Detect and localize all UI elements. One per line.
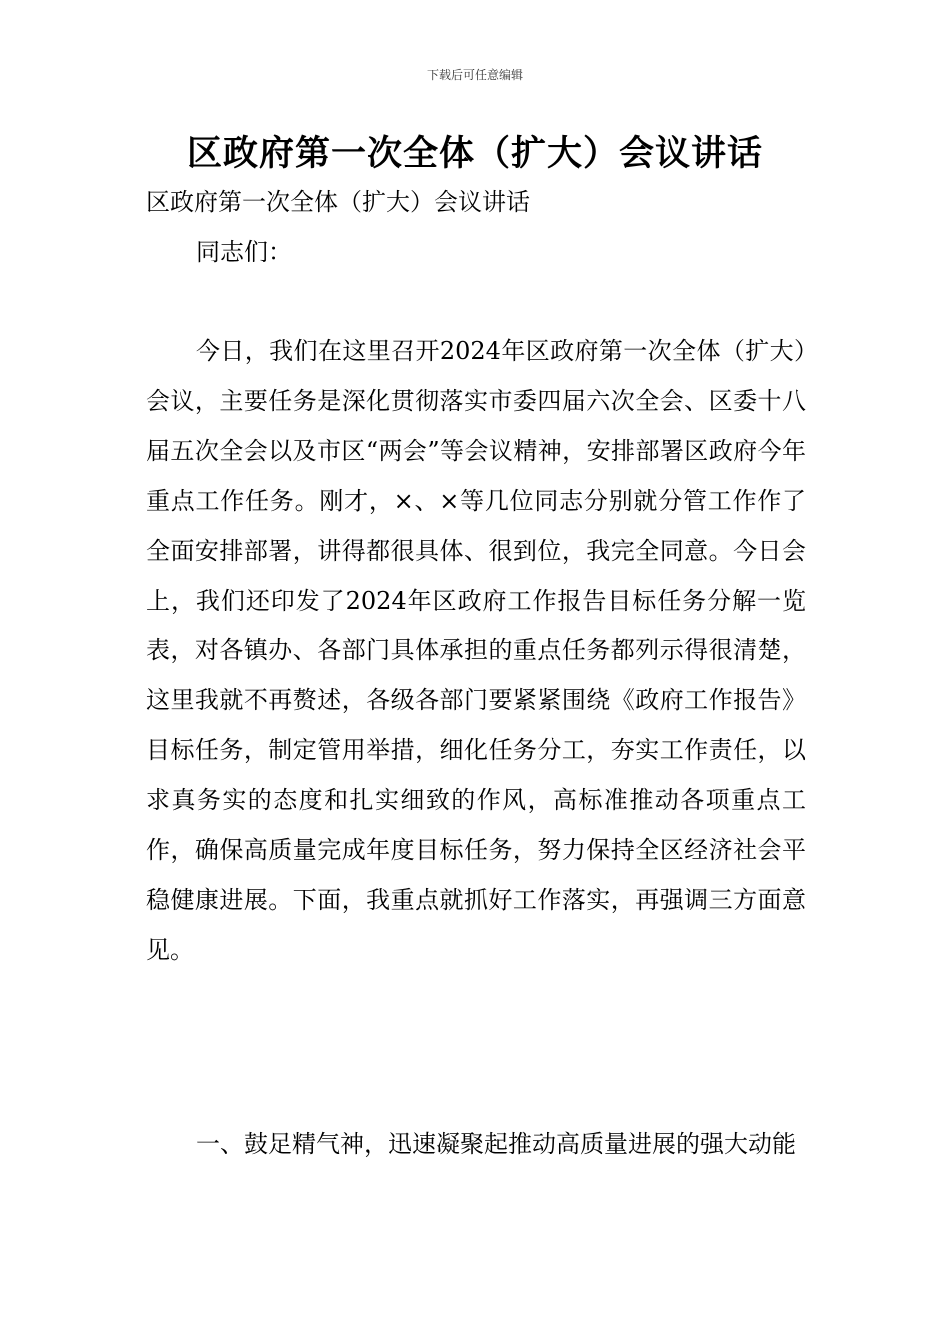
document-title: 区政府第一次全体（扩大）会议讲话	[186, 134, 763, 174]
body-paragraph: 今日，我们在这里召开2024年区政府第一次全体（扩大）会议，主要任务是深化贯彻落实市委四届六次全会、区委十八届五次全会以及市区“两会”等会议精神，安排部署区政府今年重点工作任务。刚才，×、×等几位同志分别就分管工作作了全面安排部署，讲得都很具体、很到位，我完全同意。今日会上，我们还印发了2024年区政府工作报告目标任务分解一览表，对各镇办、各部门具体承担的重点任务都列示得很清楚，这里我就不再赘述，各级各部门要紧紧围绕《政府工作报告》目标任务，制定管用举措，细化任务分工，夯实工作责任，以求真务实的态度和扎实细致的作风，高标准推动各项重点工作，确保高质量完成年度目标任务，努力保持全区经济社会平稳健康进展。下面，我重点就抓好工作落实，再强调三方面意见。	[146, 337, 806, 964]
section-heading: 一、鼓足精气神，迅速凝聚起推动高质量进展的强大动能	[196, 1130, 796, 1158]
document-subtitle: 区政府第一次全体（扩大）会议讲话	[146, 188, 530, 216]
header-note: 下载后可任意编辑	[426, 68, 523, 82]
salutation: 同志们：	[196, 238, 292, 266]
